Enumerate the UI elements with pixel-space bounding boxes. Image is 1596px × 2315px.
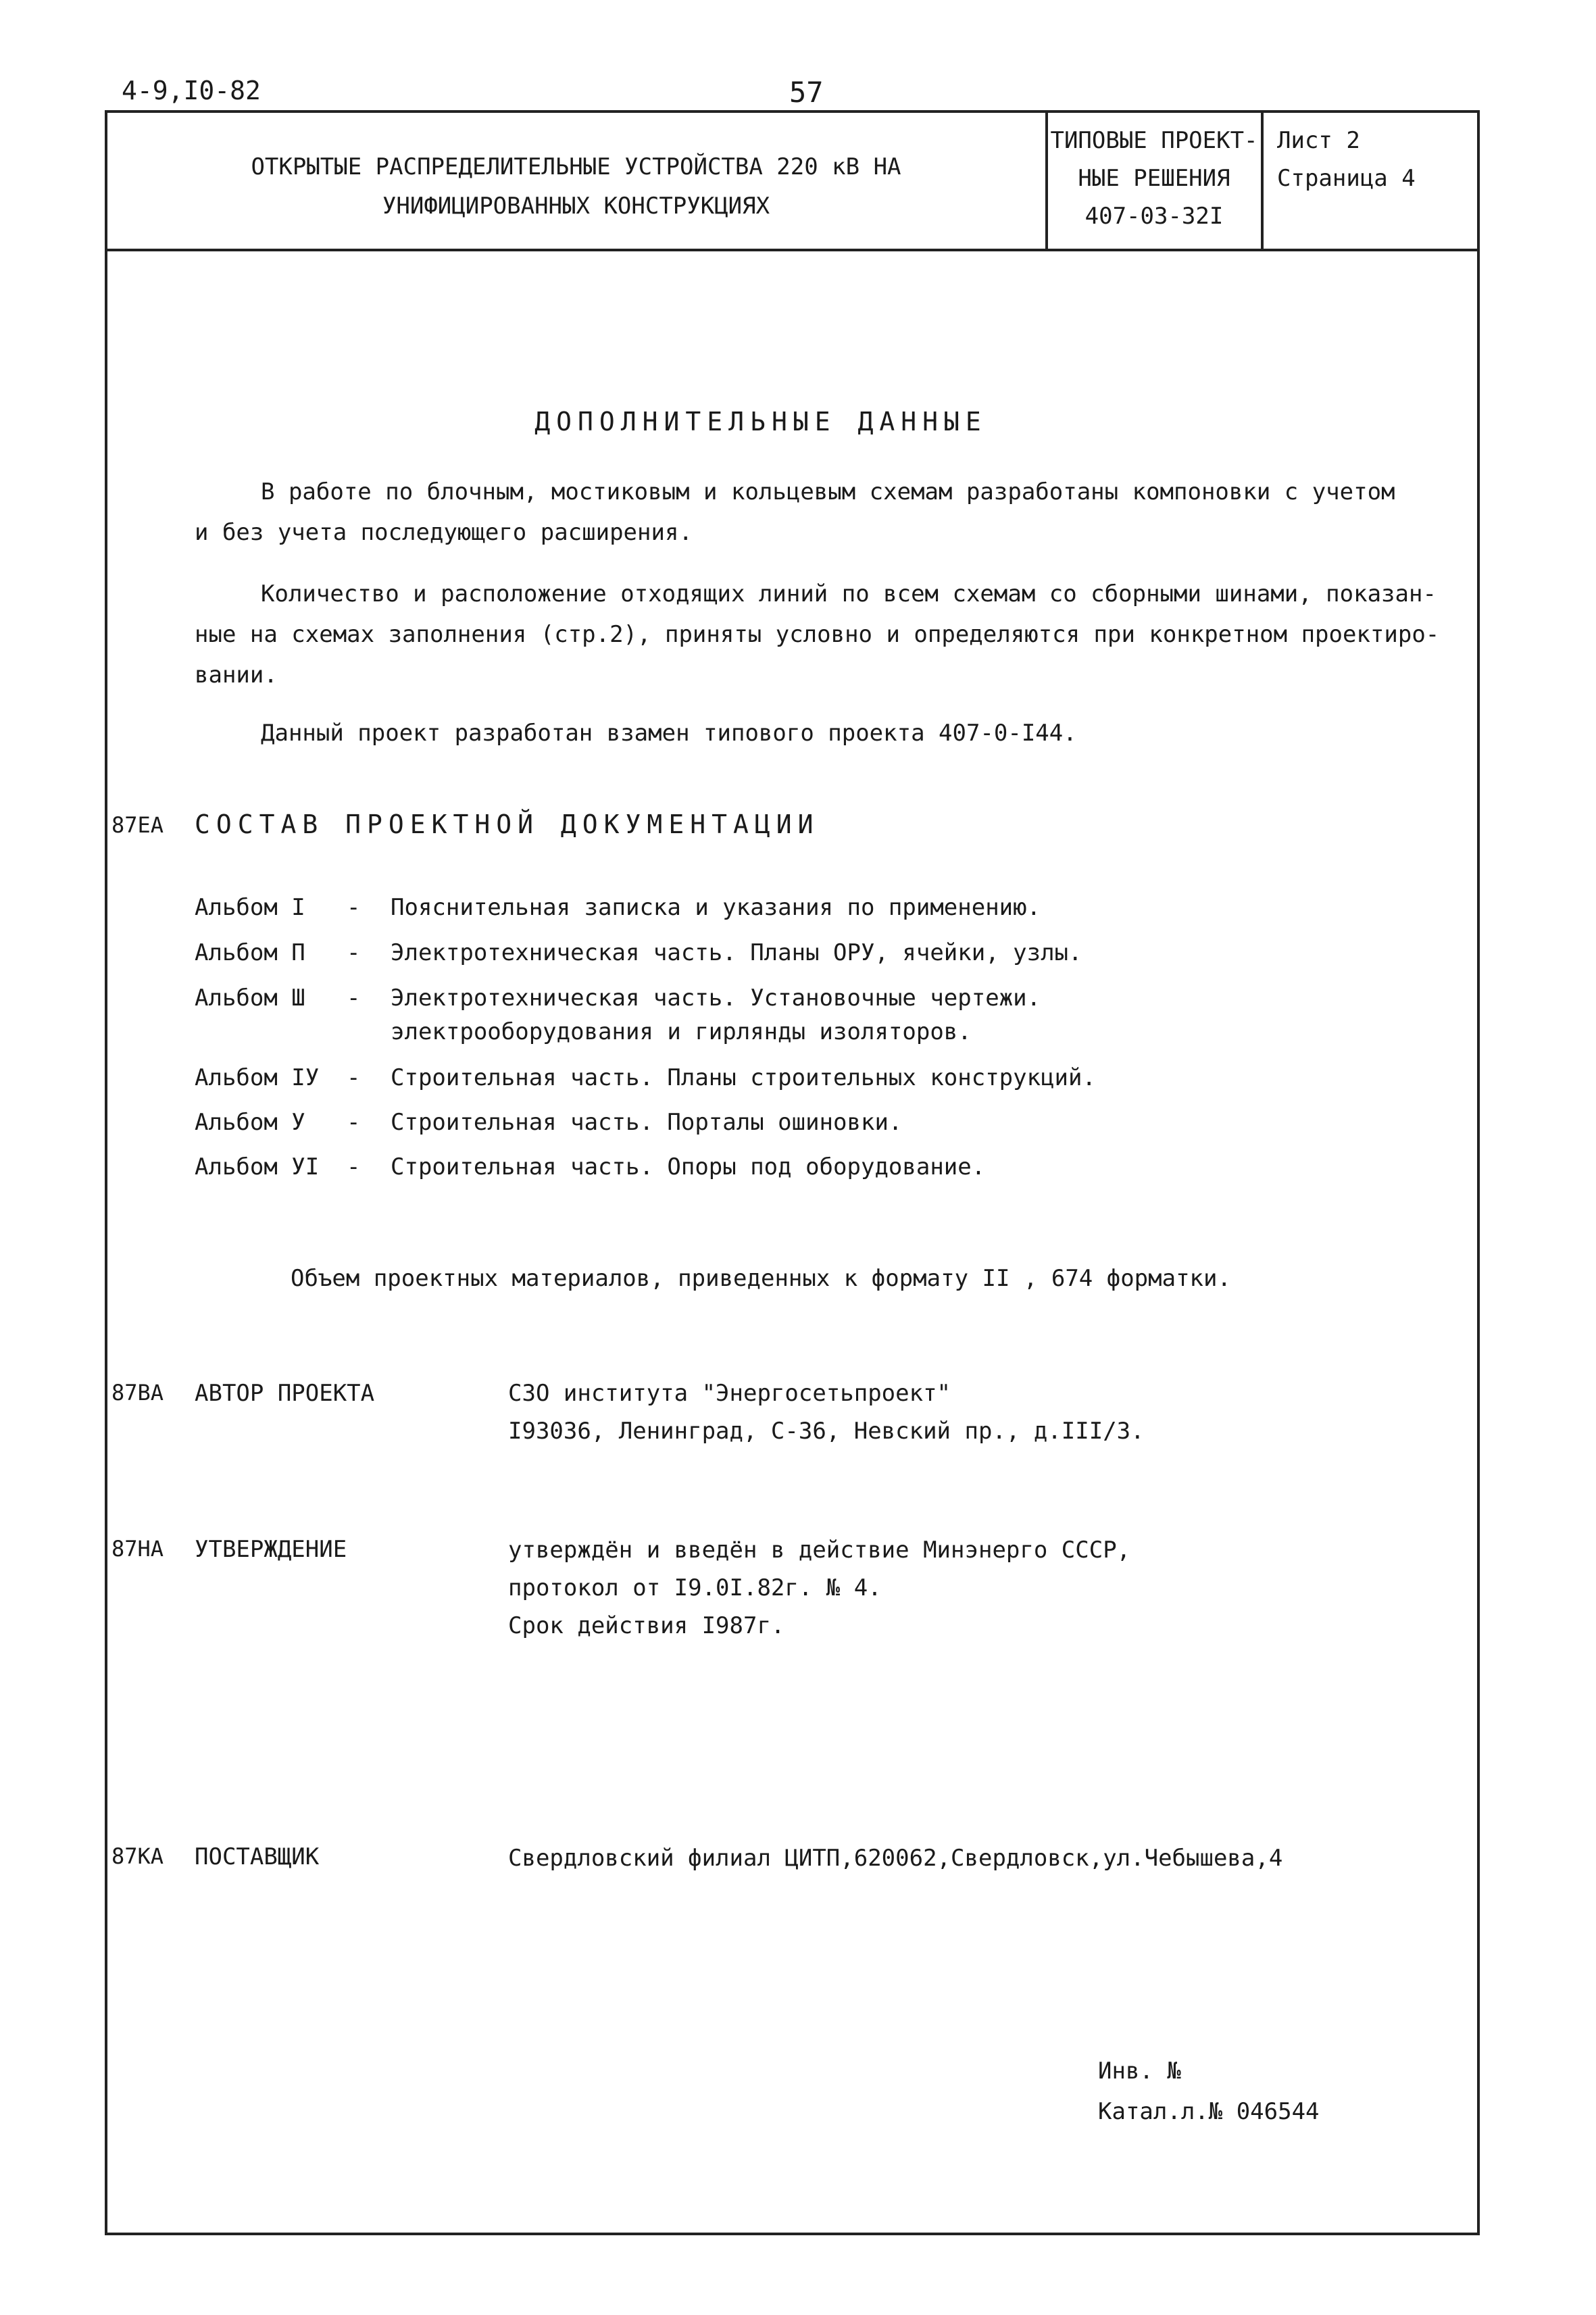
album-dash: - bbox=[347, 1064, 361, 1091]
title-line: УНИФИЦИРОВАННЫХ КОНСТРУКЦИЯХ bbox=[382, 193, 770, 220]
album-description: Строительная часть. Порталы ошиновки. bbox=[391, 1109, 903, 1136]
album-item bbox=[195, 936, 1411, 970]
album-name: Альбом I bbox=[195, 894, 305, 921]
standard-solution-block bbox=[1049, 122, 1260, 235]
approval-details bbox=[508, 1531, 1130, 1645]
album-item bbox=[195, 1150, 1411, 1184]
author-details bbox=[508, 1374, 1145, 1450]
title-line: ОТКРЫТЫЕ РАСПРЕДЕЛИТЕЛЬНЫЕ УСТРОЙСТВА 220 кВ НА bbox=[251, 153, 901, 180]
album-description-line: Электротехническая часть. Установочные чертежи. bbox=[391, 985, 1041, 1012]
supplier-label: ПОСТАВЩИК bbox=[195, 1843, 320, 1870]
document-title bbox=[108, 147, 1044, 226]
paragraph-line: ные на схемах заполнения (стр.2), приняты условно и определяются при конкретном проектиро- bbox=[195, 621, 1440, 648]
album-name: Альбом УI bbox=[195, 1153, 320, 1180]
header-column-divider bbox=[1261, 110, 1264, 249]
documentation-title: СОСТАВ ПРОЕКТНОЙ ДОКУМЕНТАЦИИ bbox=[195, 810, 820, 839]
solution-line: ТИПОВЫЕ ПРОЕКТ- bbox=[1050, 127, 1258, 154]
page-number: 57 bbox=[789, 76, 824, 109]
approval-line: утверждён и введён в действие Минэнерго СССР, bbox=[508, 1537, 1131, 1564]
album-dash: - bbox=[347, 1109, 361, 1136]
album-item bbox=[195, 1105, 1411, 1139]
project-volume: Объем проектных материалов, приведенных к формату II , 674 форматки. bbox=[291, 1265, 1231, 1292]
page-label: Страница 4 bbox=[1277, 165, 1416, 192]
additional-data-title: ДОПОЛНИТЕЛЬНЫЕ ДАННЫЕ bbox=[534, 407, 987, 437]
paragraph-line: Количество и расположение отходящих линий по всем схемам со сборными шинами, показан- bbox=[261, 580, 1437, 607]
album-item bbox=[195, 891, 1411, 924]
album-name: Альбом IУ bbox=[195, 1064, 320, 1091]
sheet-info bbox=[1277, 122, 1476, 197]
paragraph-line: вании. bbox=[195, 662, 278, 689]
album-description: Пояснительная записка и указания по применению. bbox=[391, 894, 1041, 921]
header-divider bbox=[105, 249, 1480, 251]
author-line: СЗО института "Энергосетьпроект" bbox=[508, 1380, 951, 1407]
album-name: Альбом П bbox=[195, 939, 305, 966]
paragraph bbox=[195, 713, 1451, 753]
album-dash: - bbox=[347, 939, 361, 966]
album-item bbox=[195, 1061, 1411, 1095]
header-column-divider bbox=[1045, 110, 1048, 249]
paragraph bbox=[195, 574, 1451, 695]
inventory-number: Инв. № bbox=[1098, 2058, 1181, 2085]
album-description bbox=[391, 981, 1404, 1049]
album-name: Альбом У bbox=[195, 1109, 305, 1136]
album-description: Строительная часть. Планы строительных конструкций. bbox=[391, 1064, 1096, 1091]
album-dash: - bbox=[347, 985, 361, 1012]
album-name: Альбом Ш bbox=[195, 985, 305, 1012]
author-code: 87ВА bbox=[111, 1380, 164, 1405]
album-item bbox=[195, 981, 1411, 1049]
approval-label: УТВЕРЖДЕНИЕ bbox=[195, 1536, 347, 1563]
approval-line: протокол от I9.0I.82г. № 4. bbox=[508, 1574, 882, 1601]
section-code: 87ЕА bbox=[111, 812, 164, 838]
supplier-details: Свердловский филиал ЦИТП,620062,Свердловск,ул.Чебышева,4 bbox=[508, 1845, 1283, 1872]
paragraph-line: В работе по блочным, мостиковым и кольцевым схемам разработаны компоновки с учетом bbox=[261, 478, 1395, 505]
approval-line: Срок действия I987г. bbox=[508, 1612, 785, 1639]
album-dash: - bbox=[347, 894, 361, 921]
paragraph bbox=[195, 472, 1451, 553]
solution-code: 407-03-32I bbox=[1084, 203, 1224, 230]
series-number: 4-9,I0-82 bbox=[122, 76, 261, 105]
paragraph-line: Данный проект разработан взамен типового проекта 407-0-I44. bbox=[261, 720, 1077, 747]
album-description: Строительная часть. Опоры под оборудование. bbox=[391, 1153, 986, 1180]
author-line: I93036, Ленинград, С-36, Невский пр., д.III/3. bbox=[508, 1418, 1145, 1445]
album-dash: - bbox=[347, 1153, 361, 1180]
sheet-number: Лист 2 bbox=[1277, 127, 1360, 154]
paragraph-line: и без учета последующего расширения. bbox=[195, 519, 693, 546]
album-description: Электротехническая часть. Планы ОРУ, ячейки, узлы. bbox=[391, 939, 1082, 966]
album-description-line: электрооборудования и гирлянды изоляторов. bbox=[391, 1018, 972, 1045]
author-label: АВТОР ПРОЕКТА bbox=[195, 1380, 375, 1407]
approval-code: 87НА bbox=[111, 1536, 164, 1562]
solution-line: НЫЕ РЕШЕНИЯ bbox=[1078, 165, 1230, 192]
supplier-code: 87КА bbox=[111, 1843, 164, 1869]
catalog-number: Катал.л.№ 046544 bbox=[1098, 2098, 1320, 2125]
